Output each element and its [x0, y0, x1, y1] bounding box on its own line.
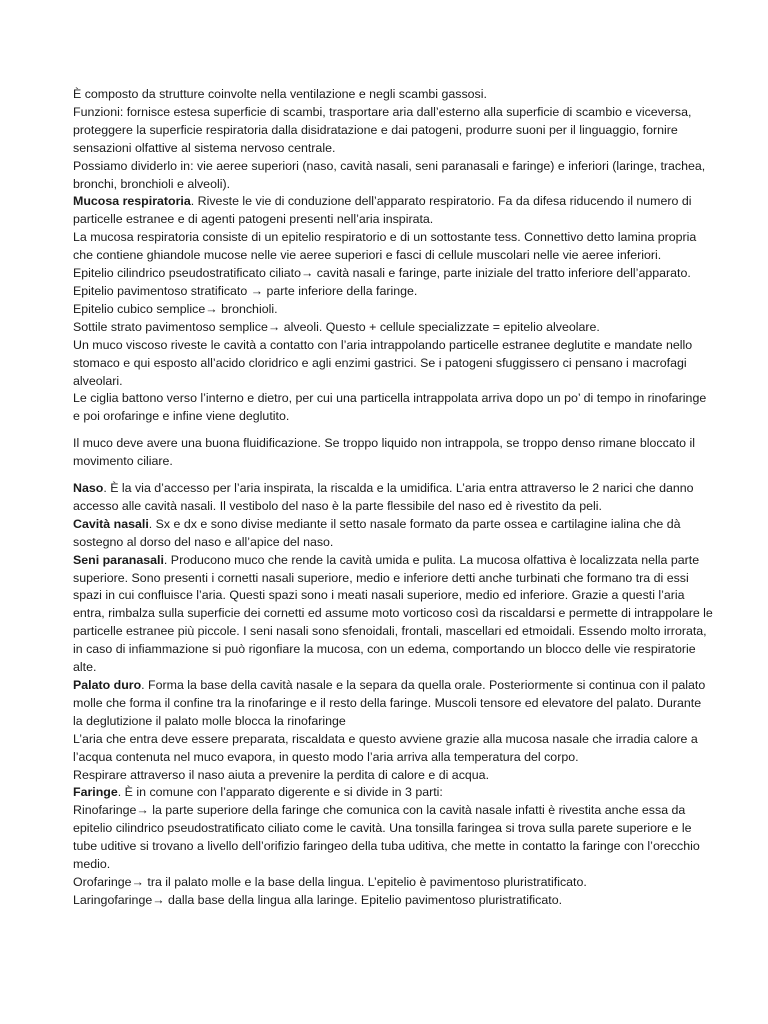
paragraph	[73, 892, 713, 910]
paragraph-text: Possiamo dividerlo in: vie aeree superiori (naso, cavità nasali, seni paranasali e faringe) e inferiori (laringe, trachea, bronchi, bronchioli e alveoli).	[73, 158, 706, 191]
paragraph	[73, 283, 713, 301]
paragraph	[73, 158, 713, 194]
paragraph-text: Un muco viscoso riveste le cavità a contatto con l’aria intrappolando particelle estranee deglutite e mandate nello stomaco e qui esposto all’acido cloridrico e agli enzimi gastrici. Se i patogeni sfuggissero ci pensano i macrofagi alveolari.	[73, 337, 693, 388]
paragraph-gap	[73, 426, 713, 435]
paragraph-gap	[73, 471, 713, 480]
paragraph-text: Epitelio cubico semplice→ bronchioli.	[73, 301, 278, 316]
paragraph	[73, 390, 713, 426]
paragraph	[73, 193, 713, 229]
paragraph	[73, 767, 713, 785]
paragraph-text: La mucosa respiratoria consiste di un epitelio respiratorio e di un sottostante tess. Connettivo detto lamina propria che contiene ghiandole mucose nelle vie aeree superiori e fasci di cellule muscolari nelle vie aeree inferiori.	[73, 230, 697, 263]
paragraph-text: Laringofaringe→ dalla base della lingua alla laringe. Epitelio pavimentoso pluristratificato.	[73, 892, 563, 907]
paragraph	[73, 229, 713, 265]
paragraph-text: Orofaringe→ tra il palato molle e la base della lingua. L’epitelio è pavimentoso pluristratificato.	[73, 874, 587, 889]
section-heading: Faringe	[73, 785, 118, 800]
paragraph	[73, 802, 713, 874]
paragraph-text: Respirare attraverso il naso aiuta a prevenire la perdita di calore e di acqua.	[73, 767, 490, 782]
section-heading: Naso	[73, 481, 104, 496]
paragraph	[73, 337, 713, 391]
paragraph-text: Epitelio cilindrico pseudostratificato ciliato→ cavità nasali e faringe, parte iniziale del tratto inferiore dell’apparato.	[73, 266, 691, 281]
paragraph-text: . Forma la base della cavità nasale e la separa da quella orale. Posteriormente si continua con il palato molle che forma il confine tra la rinofaringe e il resto della faringe. Muscoli tensore ed elevatore del palato. Durante la deglutizione il palato molle blocca la rinofaringe	[73, 678, 706, 728]
paragraph-text: Le ciglia battono verso l’interno e dietro, per cui una particella intrappolata arriva dopo un po’ di tempo in rinofaringe e poi orofaringe e infine viene deglutito.	[73, 391, 707, 424]
document-page	[73, 86, 713, 910]
paragraph-text: Funzioni: fornisce estesa superficie di scambi, trasportare aria dall’esterno alla superficie di scambio e viceversa, proteggere la superficie respiratoria dalla disidratazione e dai patogeni, produrre suoni per il linguaggio, fornire sensazioni olfattive al sistema nervoso centrale.	[73, 104, 692, 155]
paragraph-text: . È in comune con l’apparato digerente e si divide in 3 parti:	[117, 785, 443, 800]
paragraph	[73, 301, 713, 319]
paragraph-text: È composto da strutture coinvolte nella ventilazione e negli scambi gassosi.	[73, 87, 487, 101]
paragraph-text: Epitelio pavimentoso stratificato → parte inferiore della faringe.	[73, 283, 418, 298]
paragraph	[73, 552, 713, 677]
paragraph	[73, 784, 713, 802]
section-heading: Seni paranasali	[73, 552, 164, 567]
paragraph	[73, 265, 713, 283]
paragraph	[73, 677, 713, 731]
paragraph-text: . Producono muco che rende la cavità umida e pulita. La mucosa olfattiva è localizzata nella parte superiore. Sono presenti i cornetti nasali superiore, medio e inferiore detti anche turbinati che formano tra di essi spazi in cui confluisce l’aria. Questi spazi sono i meati nasali superiore, medio ed inferiore. Grazie a questi l’aria entra, rimbalza sulla superficie dei cornetti ed assume moto vorticoso così da riscaldarsi e permette di intrappolare le particelle estranee più piccole. I seni nasali sono sfenoidali, frontali, mascellari ed etmoidali. Essendo molto irrorata, in caso di infiammazione si può rigonfiare la mucosa, con un edema, comportando un blocco delle vie respiratorie alte.	[73, 552, 713, 675]
section-heading: Palato duro	[73, 678, 142, 692]
paragraph-text: Sottile strato pavimentoso semplice→ alveoli. Questo + cellule specializzate = epitelio alveolare.	[73, 319, 600, 334]
paragraph	[73, 874, 713, 892]
paragraph-text: L’aria che entra deve essere preparata, riscaldata e questo avviene grazie alla mucosa nasale che irradia calore a l’acqua contenuta nel muco evapora, in questo modo l’aria arriva alla temperatura del corpo.	[73, 731, 698, 764]
section-heading: Cavità nasali	[73, 516, 149, 531]
paragraph	[73, 516, 713, 552]
paragraph	[73, 731, 713, 767]
paragraph-text: . Riveste le vie di conduzione dell’apparato respiratorio. Fa da difesa riducendo il numero di particelle estranee e di agenti patogeni presenti nell’aria inspirata.	[73, 194, 692, 227]
paragraph-text: Rinofaringe→ la parte superiore della faringe che comunica con la cavità nasale infatti è rivestita anche essa da epitelio cilindrico pseudostratificato ciliato come le cavità. Una tonsilla faringea si trova sulla parete superiore e le tube uditive si trovano a livello dell’orifizio faringeo della tuba uditiva, che mette in contatto la faringe con l’orecchio medio.	[73, 803, 700, 872]
paragraph-text: . È la via d’accesso per l’aria inspirata, la riscalda e la umidifica. L’aria entra attraverso le 2 narici che danno accesso alle cavità nasali. Il vestibolo del naso è la parte flessibile del naso ed è rivestito da peli.	[73, 481, 694, 513]
paragraph-text: . Sx e dx e sono divise mediante il setto nasale formato da parte ossea e cartilagine ialina che dà sostegno al dorso del naso e all’apice del naso.	[73, 516, 681, 549]
paragraph	[73, 480, 713, 516]
paragraph	[73, 86, 713, 104]
paragraph	[73, 104, 713, 158]
paragraph	[73, 319, 713, 337]
paragraph-text: Il muco deve avere una buona fluidificazione. Se troppo liquido non intrappola, se troppo denso rimane bloccato il movimento ciliare.	[73, 436, 695, 469]
section-heading: Mucosa respiratoria	[73, 194, 191, 209]
paragraph	[73, 435, 713, 471]
